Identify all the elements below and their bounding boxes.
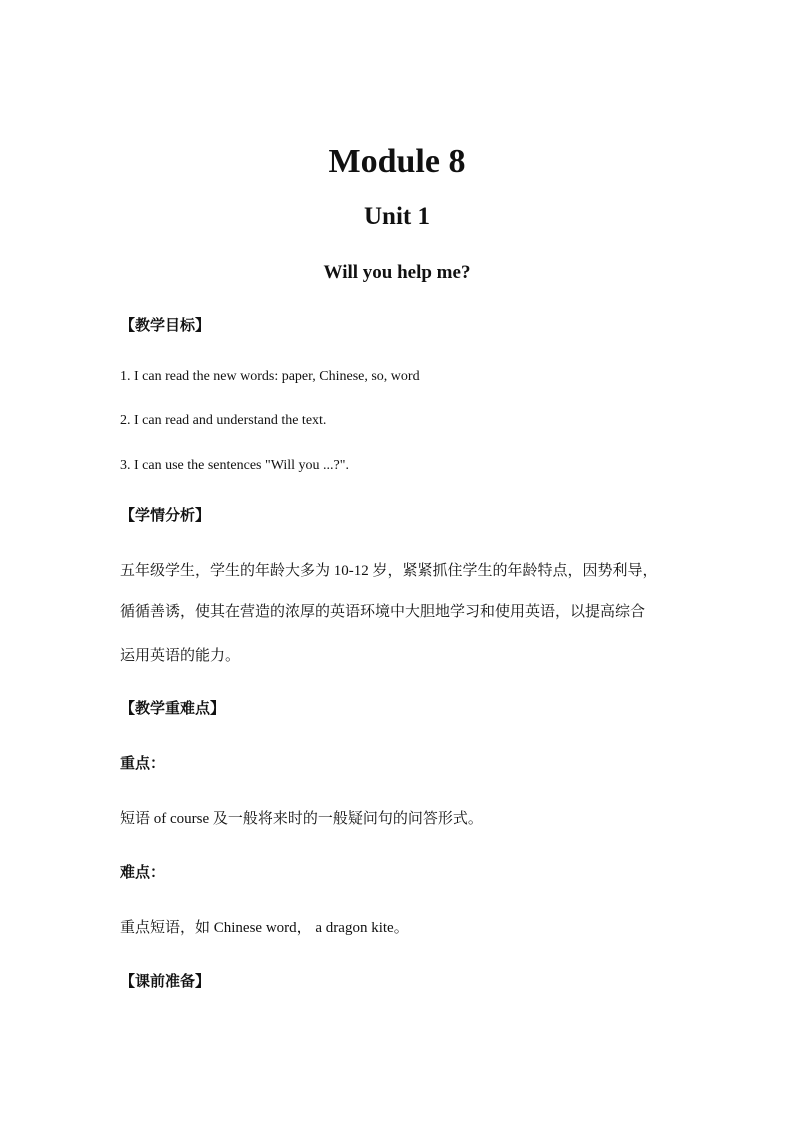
objectives-heading: 【教学目标】 bbox=[120, 318, 211, 334]
key-points-heading: 【教学重难点】 bbox=[120, 701, 226, 717]
lesson-title: Will you help me? bbox=[323, 262, 471, 283]
difficulty-label: 难点： bbox=[120, 865, 166, 881]
objective-item: 3. I can use the sentences "Will you ...?". bbox=[120, 458, 349, 473]
objective-item: 2. I can read and understand the text. bbox=[120, 413, 327, 428]
focus-text: 短语 of course 及一般将来时的一般疑问句的问答形式。 bbox=[120, 811, 483, 827]
module-title: Module 8 bbox=[328, 143, 466, 180]
prep-heading: 【课前准备】 bbox=[120, 974, 211, 990]
objective-item: 1. I can read the new words: paper, Chinese, so, word bbox=[120, 369, 420, 384]
analysis-line: 运用英语的能力。 bbox=[120, 648, 241, 664]
difficulty-text: 重点短语，如 Chinese word， a dragon kite。 bbox=[120, 920, 409, 936]
focus-label: 重点： bbox=[120, 756, 166, 772]
unit-title: Unit 1 bbox=[364, 203, 430, 230]
analysis-line: 循循善诱，使其在营造的浓厚的英语环境中大胆地学习和使用英语，以提高综合 bbox=[120, 604, 646, 620]
analysis-heading: 【学情分析】 bbox=[120, 508, 211, 524]
analysis-line: 五年级学生，学生的年龄大多为 10-12 岁，紧紧抓住学生的年龄特点，因势利导， bbox=[120, 563, 658, 579]
